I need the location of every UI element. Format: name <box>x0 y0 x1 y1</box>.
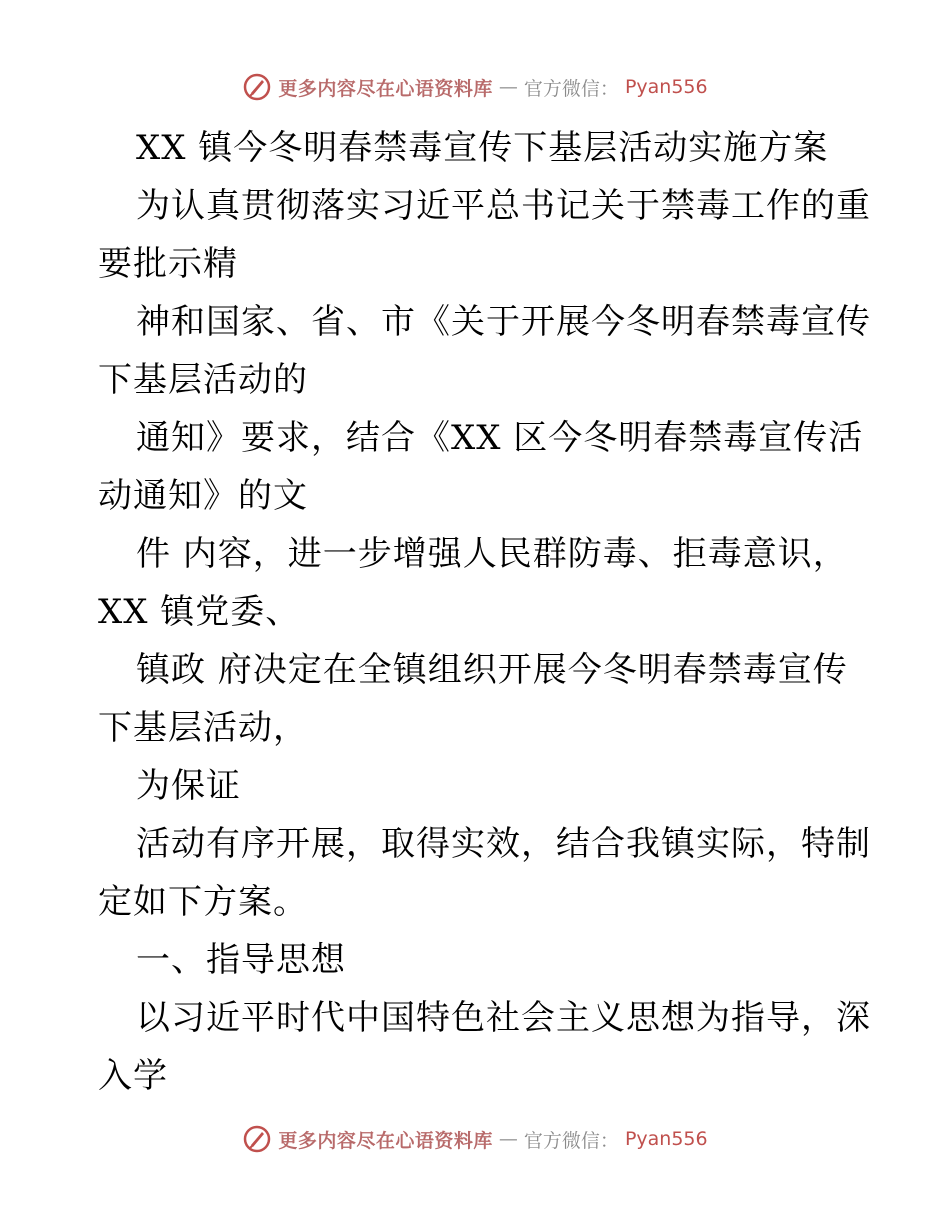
document-line: 下基层活动， <box>98 708 308 748</box>
watermark-dash: — <box>498 1128 518 1150</box>
watermark-wechat-id: Pyan556 <box>624 76 708 98</box>
feather-pen-logo-icon <box>242 1124 272 1154</box>
watermark-dash: — <box>498 76 518 98</box>
document-line: 动通知》的文 <box>98 476 308 516</box>
footer-watermark <box>0 1124 950 1154</box>
document-line: 以习近平时代中国特色社会主义思想为指导，深 <box>136 998 871 1038</box>
document-line: 神和国家、省、市《关于开展今冬明春禁毒宣传 <box>136 302 871 342</box>
watermark-wechat-id: Pyan556 <box>624 1128 708 1150</box>
document-title: XX 镇今冬明春禁毒宣传下基层活动实施方案 <box>136 128 829 168</box>
document-line: 为保证 <box>136 766 241 806</box>
header-watermark <box>0 72 950 102</box>
document-line: 件 内容，进一步增强人民群防毒、拒毒意识， <box>136 534 848 574</box>
document-line: 为认真贯彻落实习近平总书记关于禁毒工作的重 <box>136 186 871 226</box>
document-line: 通知》要求，结合《XX 区今冬明春禁毒宣传活 <box>136 418 864 458</box>
document-line: 下基层活动的 <box>98 360 308 400</box>
document-line: 活动有序开展，取得实效，结合我镇实际，特制 <box>136 824 871 864</box>
document-line: 要批示精 <box>98 244 238 284</box>
document-line: 入学 <box>98 1056 168 1096</box>
watermark-brand: 更多内容尽在心语资料库 <box>278 1129 493 1152</box>
watermark-brand: 更多内容尽在心语资料库 <box>278 77 493 100</box>
watermark-label: 官方微信： <box>523 77 619 100</box>
section-heading: 一、指导思想 <box>136 940 346 980</box>
watermark-label: 官方微信： <box>523 1129 619 1152</box>
feather-pen-logo-icon <box>242 72 272 102</box>
document-line: 定如下方案。 <box>98 882 308 922</box>
document-line: XX 镇党委、 <box>98 592 301 632</box>
document-line: 镇政 府决定在全镇组织开展今冬明春禁毒宣传 <box>136 650 848 690</box>
